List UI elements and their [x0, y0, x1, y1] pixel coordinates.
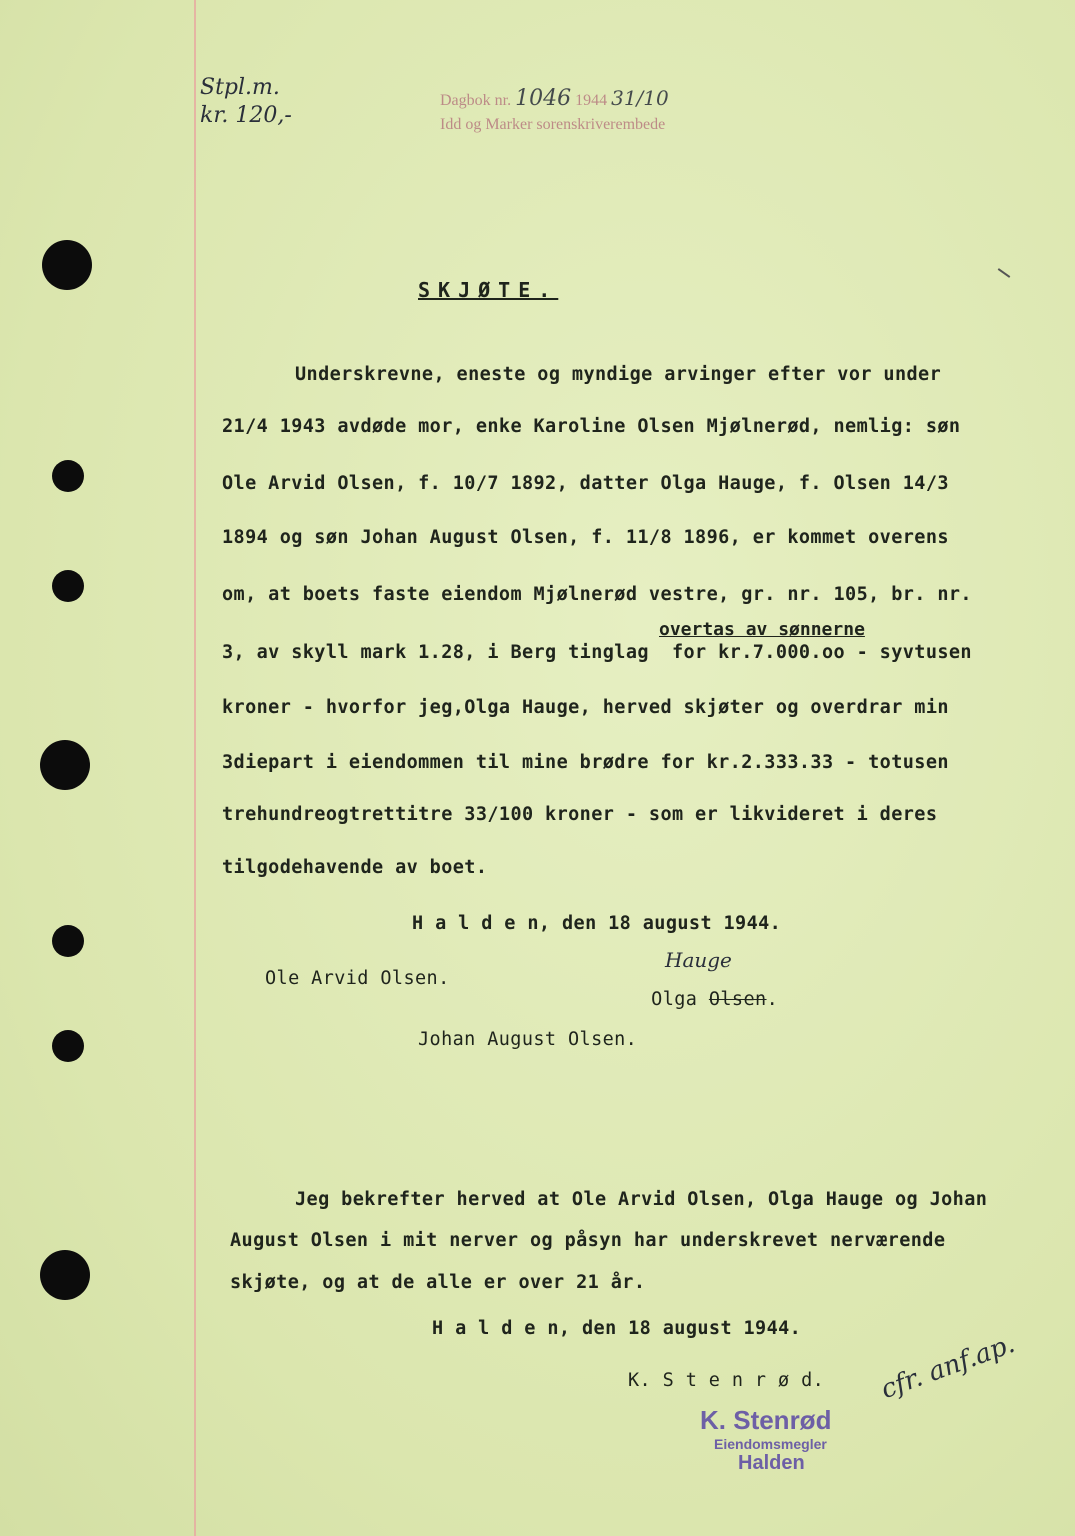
- stamp-prefix: Dagbok nr.: [440, 92, 512, 109]
- place-date: H a l d e n, den 18 august 1944.: [412, 913, 782, 934]
- margin-note-line2: kr. 120,-: [200, 103, 292, 128]
- stamp-date: 31/10: [611, 86, 669, 110]
- broker-stamp-title: Eiendomsmegler: [714, 1436, 827, 1452]
- tick-mark: [998, 268, 1011, 278]
- broker-stamp-name: K. Stenrød: [700, 1405, 832, 1435]
- margin-note: [200, 74, 292, 130]
- punch-hole: [42, 240, 92, 290]
- body-line: Ole Arvid Olsen, f. 10/7 1892, datter Olga Hauge, f. Olsen 14/3: [222, 473, 949, 494]
- stamp-year: 1944: [575, 92, 608, 109]
- struck-surname: Olsen: [708, 989, 767, 1010]
- punch-hole: [40, 740, 90, 790]
- handwritten-note: cfr. anf.ap.: [877, 1328, 1019, 1406]
- body-line: 1894 og søn Johan August Olsen, f. 11/8 1896, er kommet overens: [222, 527, 949, 548]
- body-line: 21/4 1943 avdøde mor, enke Karoline Olsen Mjølnerød, nemlig: søn: [222, 416, 961, 437]
- broker-stamp-city: Halden: [738, 1452, 805, 1474]
- inserted-text: overtas av sønnerne: [659, 619, 865, 640]
- signature-johan: Johan August Olsen.: [418, 1029, 638, 1050]
- body-line: tilgodehavende av boet.: [222, 857, 488, 878]
- witness-line: August Olsen i mit nerver og påsyn har underskrevet nerværende: [230, 1230, 946, 1251]
- punch-hole: [52, 460, 84, 492]
- registration-stamp: [440, 86, 669, 111]
- witness-line: Jeg bekrefter herved at Ole Arvid Olsen, Olga Hauge og Johan: [295, 1189, 988, 1210]
- stamp-number: 1046: [515, 86, 572, 111]
- body-line: trehundreogtrettitre 33/100 kroner - som er likvideret i deres: [222, 804, 938, 825]
- place-date: H a l d e n, den 18 august 1944.: [432, 1318, 802, 1339]
- signature-olga-first: Olga: [651, 989, 698, 1010]
- witness-signature: K. S t e n r ø d.: [628, 1370, 825, 1391]
- margin-note-line1: Stpl.m.: [200, 75, 280, 100]
- punch-hole: [52, 1030, 84, 1062]
- broker-stamp: [700, 1405, 831, 1475]
- signature-olga-dot: .: [766, 989, 779, 1010]
- body-line: kroner - hvorfor jeg,Olga Hauge, herved skjøter og overdrar min: [222, 697, 949, 718]
- witness-line: skjøte, og at de alle er over 21 år.: [230, 1272, 646, 1293]
- punch-hole: [40, 1250, 90, 1300]
- body-line: Underskrevne, eneste og myndige arvinger efter vor under: [295, 364, 942, 385]
- signature-olga: [605, 968, 778, 1031]
- punch-hole: [52, 570, 84, 602]
- body-line: 3, av skyll mark 1.28, i Berg tinglag for kr.7.000.oo - syvtusen: [222, 642, 972, 663]
- margin-line: [194, 0, 196, 1536]
- body-line: 3diepart i eiendommen til mine brødre for kr.2.333.33 - totusen: [222, 752, 949, 773]
- handwritten-correction: Hauge: [665, 948, 732, 972]
- punch-hole: [52, 925, 84, 957]
- body-line: om, at boets faste eiendom Mjølnerød vestre, gr. nr. 105, br. nr.: [222, 584, 972, 605]
- signature-ole: Ole Arvid Olsen.: [265, 968, 450, 989]
- document-title: SKJØTE.: [418, 278, 559, 302]
- stamp-line2: Idd og Marker sorenskriverembede: [440, 116, 666, 133]
